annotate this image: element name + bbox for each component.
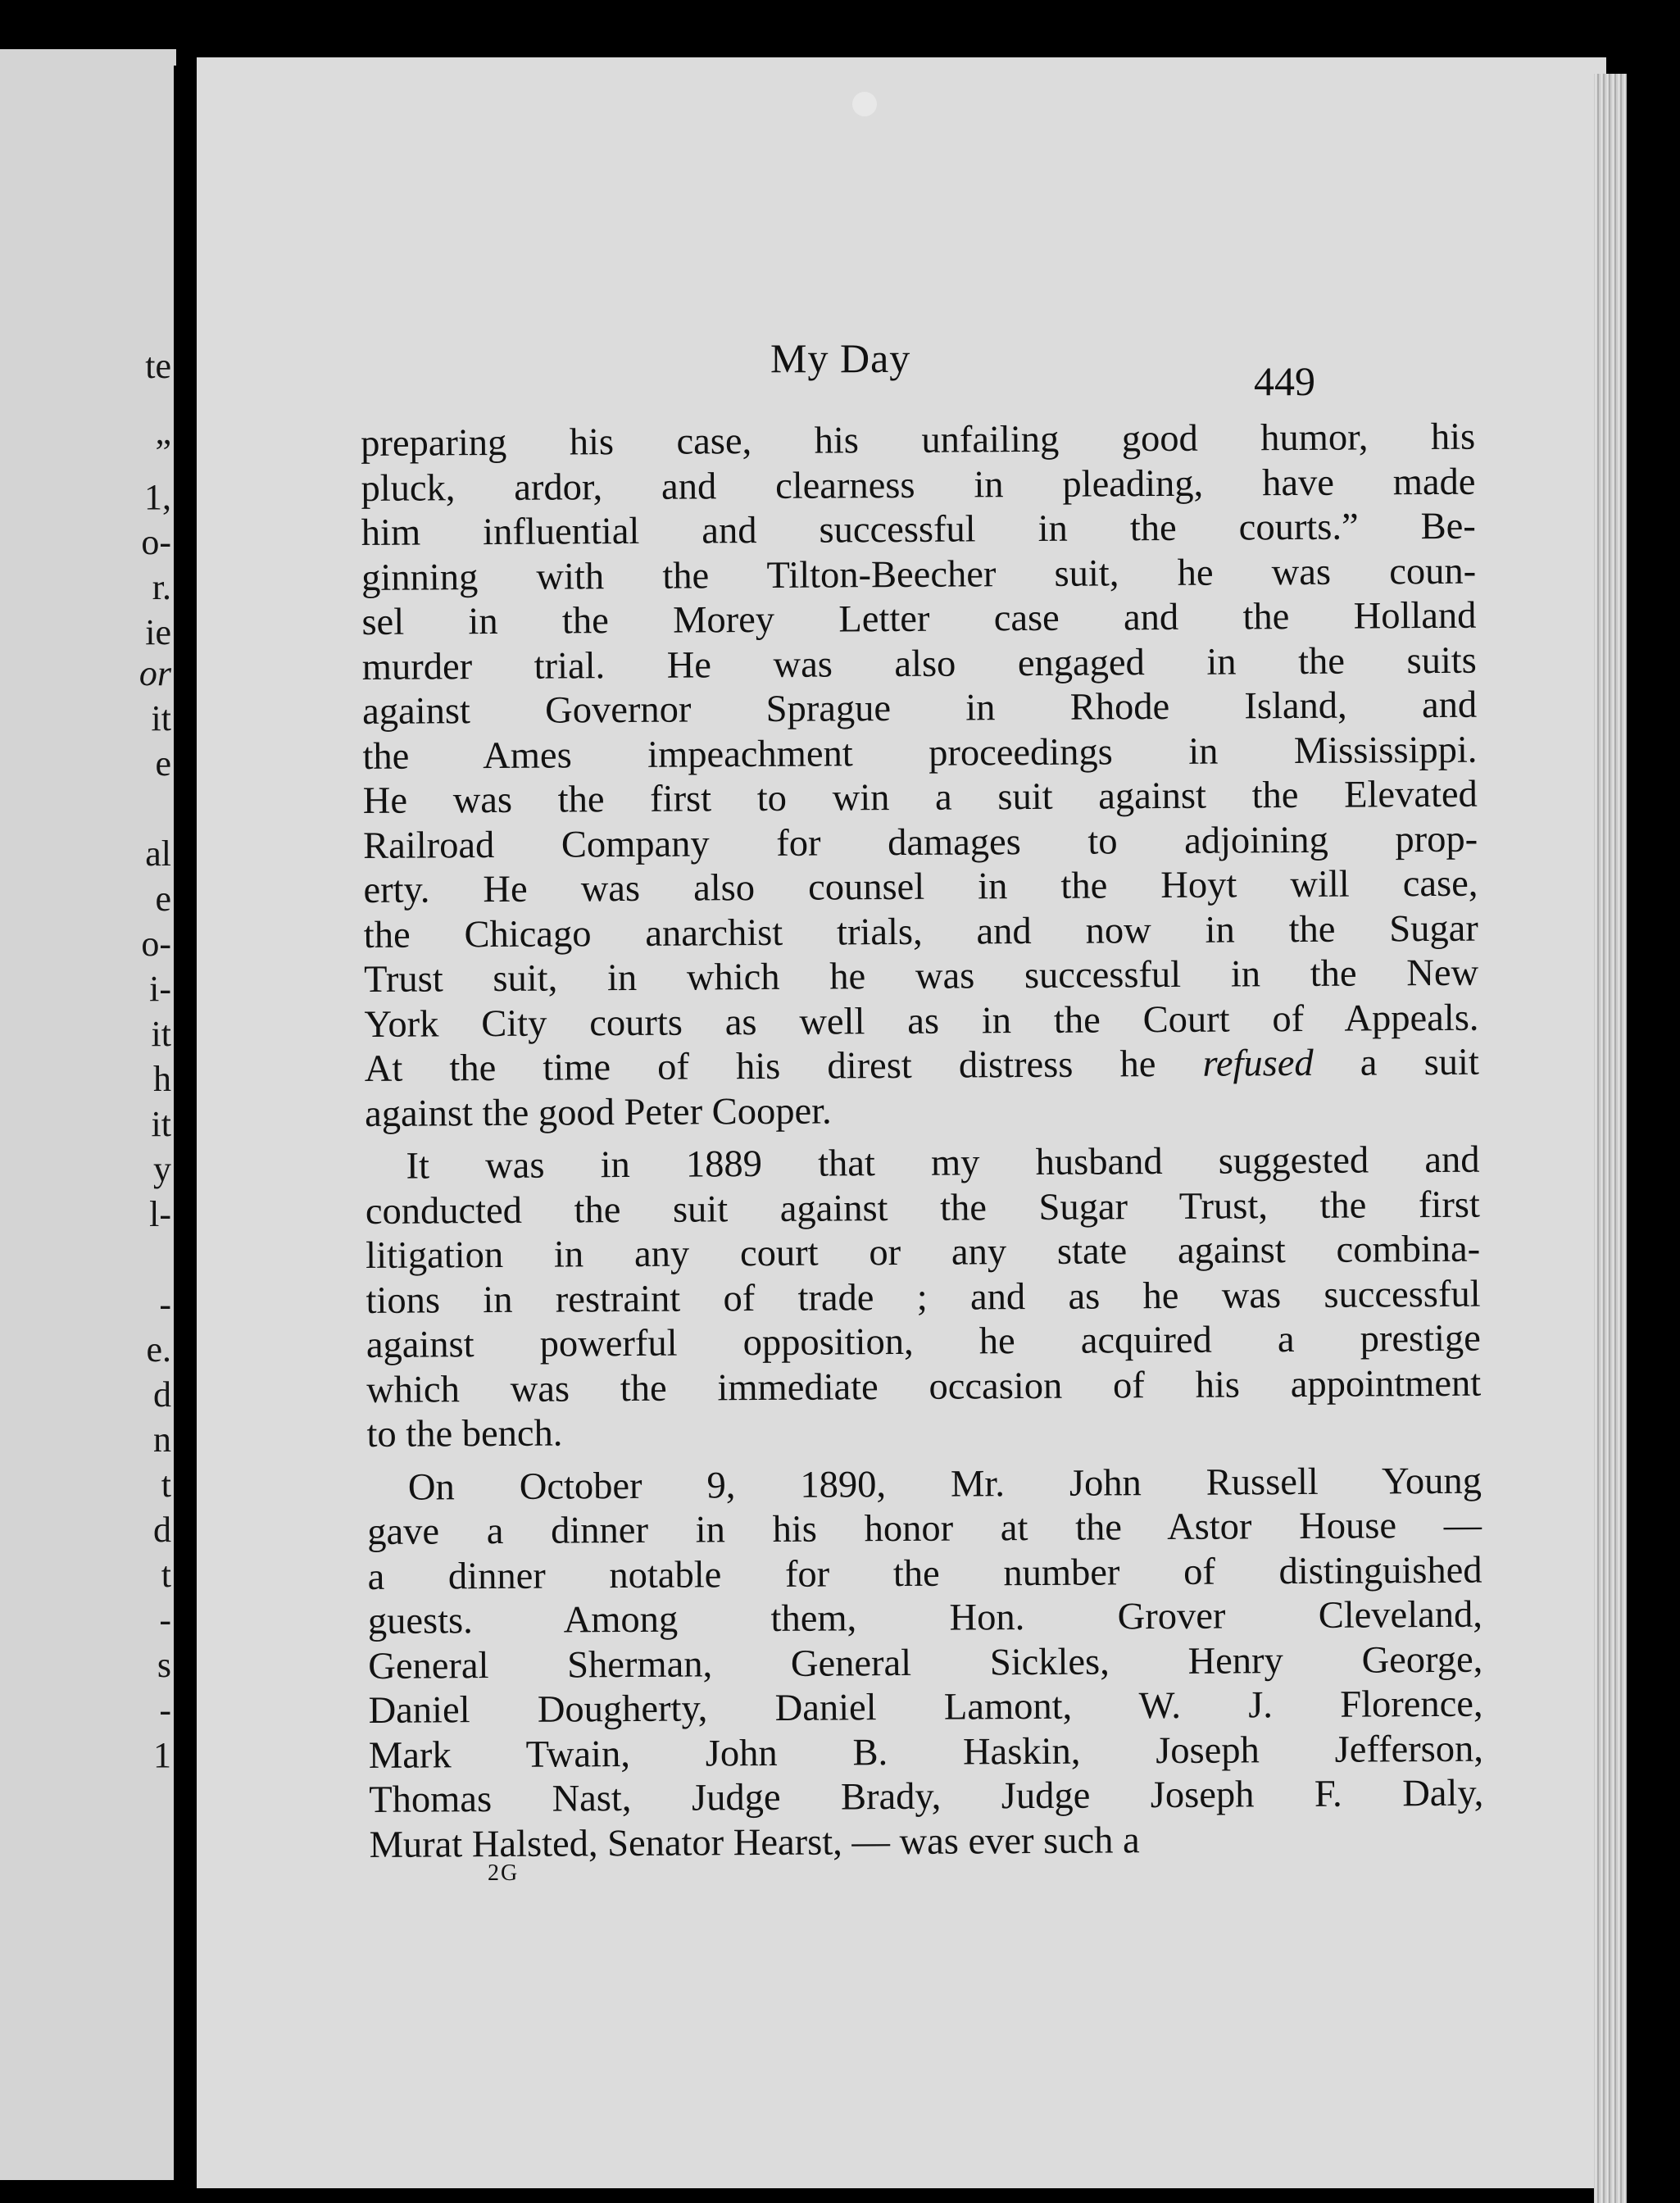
facing-page-fragment: n <box>153 1419 171 1460</box>
facing-page-fragment: 1 <box>153 1735 171 1775</box>
text-line: against the good Peter Cooper. <box>364 1090 832 1135</box>
body-text <box>361 416 1484 1868</box>
facing-page-fragment: it <box>151 698 171 738</box>
facing-page-fragment: d <box>153 1510 171 1550</box>
text-line: guests. Among them, Hon. Grover Cleveland, <box>367 1593 1483 1642</box>
text-line: the Ames impeachment proceedings in Mississippi. <box>362 729 1478 778</box>
text-line: murder trial. He was also engaged in the suits <box>361 639 1477 688</box>
book-page <box>197 57 1606 2188</box>
text-line: litigation in any court or any state against combina- <box>366 1228 1481 1277</box>
text-line: him influential and successful in the courts.” Be- <box>361 505 1476 554</box>
facing-page-fragment: ie <box>145 612 171 652</box>
text-line: ginning with the Tilton-Beecher suit, he was coun- <box>361 550 1477 599</box>
facing-page-fragment: al <box>145 834 171 874</box>
facing-page-fragment: - <box>159 1600 171 1640</box>
signature-mark: 2G <box>488 1860 520 1886</box>
facing-page-fragment: r. <box>152 567 171 607</box>
text-line: the Chicago anarchist trials, and now in the Sugar <box>363 907 1478 956</box>
text-line: General Sherman, General Sickles, Henry George, <box>368 1638 1483 1687</box>
facing-page-fragment: - <box>159 1690 171 1730</box>
text-line: against powerful opposition, he acquired a prestige <box>366 1317 1482 1366</box>
text-line: Daniel Dougherty, Daniel Lamont, W. J. Florence, <box>368 1683 1483 1732</box>
text-line: sel in the Morey Letter case and the Holland <box>361 594 1477 643</box>
facing-page-fragment: it <box>151 1014 171 1054</box>
paragraph <box>361 416 1479 1137</box>
text-line: pluck, ardor, and clearness in pleading, have made <box>361 461 1476 510</box>
facing-page-text-fragments <box>0 49 176 2180</box>
facing-page-fragment: e. <box>146 1329 171 1369</box>
facing-page-fragment: t <box>161 1465 171 1505</box>
text-line: which was the immediate occasion of his appointment <box>366 1362 1482 1411</box>
page-number: 449 <box>1254 358 1315 404</box>
facing-page-fragment: 1, <box>144 477 171 517</box>
text-line: preparing his case, his unfailing good humor, his <box>361 416 1476 465</box>
text-line: a dinner notable for the number of distinguished <box>367 1549 1482 1598</box>
text-line: He was the first to win a suit against the Elevated <box>362 773 1478 822</box>
paragraph <box>367 1459 1484 1868</box>
text-line: York City courts as well as in the Court of Appeals. <box>364 997 1479 1046</box>
scan-artifact <box>852 92 877 116</box>
facing-page-fragment: s <box>157 1645 171 1685</box>
facing-page-fragment: o- <box>141 522 171 562</box>
facing-page-fragment: it <box>151 1104 171 1144</box>
facing-page-fragment: ” <box>155 432 171 472</box>
text-line: erty. He was also counsel in the Hoyt will case, <box>363 862 1478 911</box>
facing-page-fragment: h <box>153 1059 171 1099</box>
facing-page <box>0 49 176 2180</box>
book-gutter <box>174 66 198 2180</box>
text-line: Trust suit, in which he was successful in the New <box>364 952 1479 1001</box>
facing-page-fragment: t <box>161 1555 171 1595</box>
text-line: to the bench. <box>366 1412 563 1456</box>
facing-page-fragment: te <box>145 346 171 386</box>
text-line: On October 9, 1890, Mr. John Russell Young <box>407 1460 1482 1509</box>
text-line: It was in 1889 that my husband suggested and <box>406 1138 1480 1188</box>
facing-page-fragment: d <box>153 1374 171 1415</box>
paragraph <box>365 1138 1481 1458</box>
running-head <box>197 334 1606 404</box>
text-line: Railroad Company for damages to adjoining prop- <box>363 818 1478 867</box>
facing-page-fragment: o- <box>141 924 171 964</box>
facing-page-fragment: i- <box>149 969 171 1009</box>
facing-page-fragment: - <box>159 1284 171 1324</box>
text-line: against Governor Sprague in Rhode Island, and <box>362 684 1478 733</box>
text-line: tions in restraint of trade ; and as he was successful <box>366 1273 1481 1322</box>
facing-page-fragment: e <box>155 743 171 784</box>
running-title: My Day <box>770 335 911 381</box>
text-line: Mark Twain, John B. Haskin, Joseph Jefferson, <box>368 1728 1484 1777</box>
text-line: conducted the suit against the Sugar Trust, the first <box>365 1183 1481 1233</box>
text-line: gave a dinner in his honor at the Astor House — <box>367 1504 1482 1553</box>
facing-page-fragment: e <box>155 879 171 919</box>
page-edges <box>1594 74 1627 2203</box>
text-line: Thomas Nast, Judge Brady, Judge Joseph F. Daly, <box>369 1772 1484 1821</box>
facing-page-fragment: l- <box>149 1194 171 1234</box>
text-line: Murat Halsted, Senator Hearst, — was ever such a <box>369 1819 1140 1866</box>
facing-page-fragment: y <box>153 1149 171 1189</box>
facing-page-fragment: or <box>138 653 171 693</box>
text-line: At the time of his direst distress he refused a suit <box>364 1041 1479 1090</box>
